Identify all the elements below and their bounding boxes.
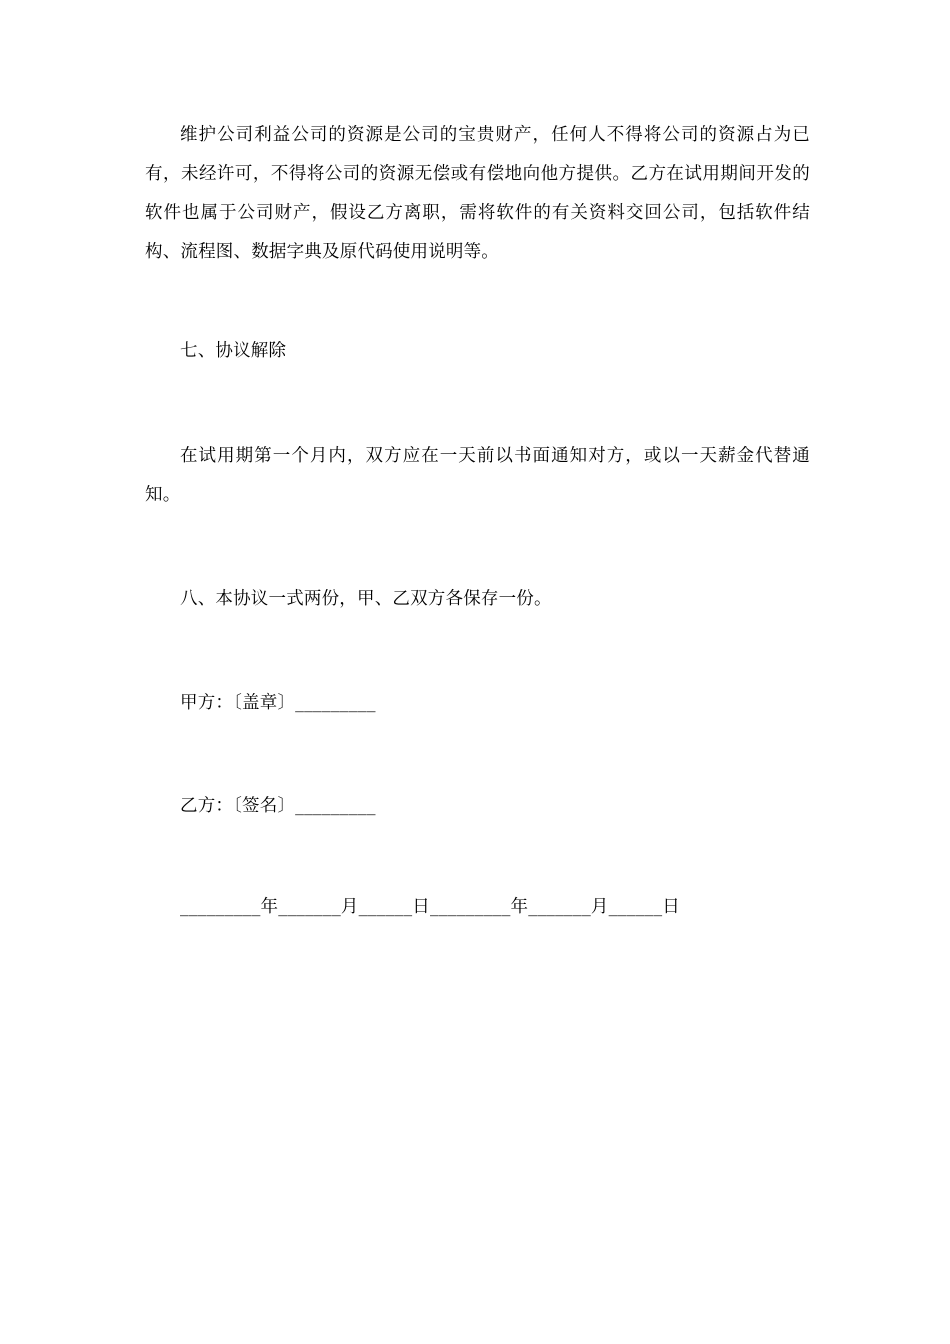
paragraph-copies: 八、本协议一式两份，甲、乙双方各保存一份。 bbox=[180, 589, 552, 609]
party-b-signature-line: 乙方：〔签名〕_________ bbox=[180, 796, 376, 816]
paragraph-resource-protection: 维护公司利益公司的资源是公司的宝贵财产，任何人不得将公司的资源占为已有，未经许可，不得将公司的资源无偿或有偿地向他方提供。乙方在试用期间开发的软件也属于公司财产，假设乙方离职，需将软件的有关资料交回公司，包括软件结构、流程图、数据字典及原代码使用说明等。 bbox=[145, 125, 810, 262]
section-heading-termination: 七、协议解除 bbox=[180, 341, 287, 361]
date-line: _________年_______月______日_________年_______月______日 bbox=[180, 897, 680, 917]
paragraph-termination-notice: 在试用期第一个月内，双方应在一天前以书面通知对方，或以一天薪金代替通知。 bbox=[145, 446, 810, 505]
party-a-seal-line: 甲方：〔盖章〕_________ bbox=[180, 693, 376, 713]
